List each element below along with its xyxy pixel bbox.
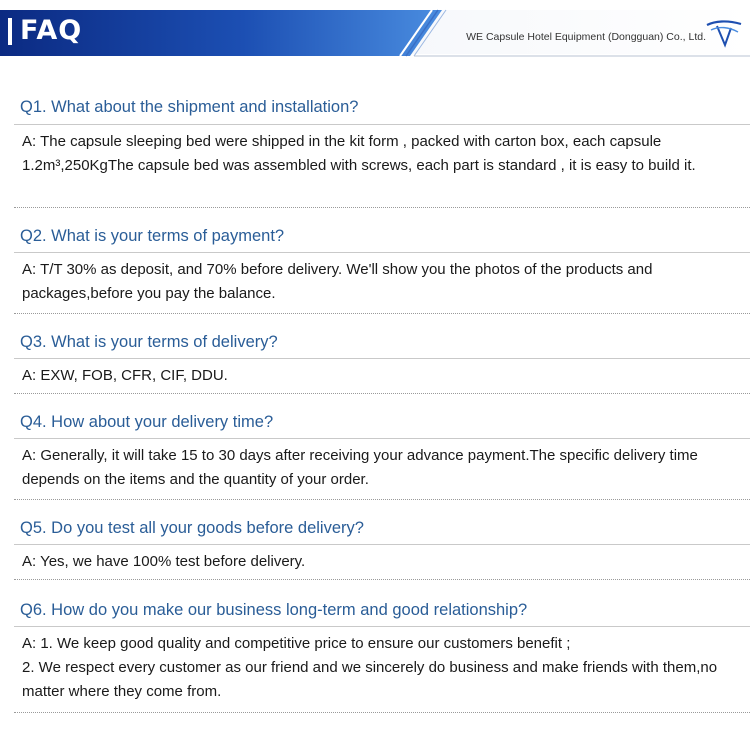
- header-accent-bar: [8, 18, 12, 45]
- faq-answer: [22, 632, 722, 704]
- divider: [14, 207, 750, 208]
- faq-answer-text: A: 1. We keep good quality and competitive price to ensure our customers benefit ;: [22, 635, 571, 652]
- faq-answer: [22, 550, 722, 574]
- divider: [14, 252, 750, 253]
- faq-question: Q2. What is your terms of payment?: [20, 227, 285, 245]
- divider: [14, 313, 750, 314]
- faq-answer-text: A: T/T 30% as deposit, and 70% before delivery. We'll show you the photos of the products and packages,before you pay the balance.: [22, 261, 653, 302]
- divider: [14, 393, 750, 394]
- v-swoosh-logo-icon: [705, 18, 743, 48]
- divider: [14, 712, 750, 713]
- faq-question: Q6. How do you make our business long-term and good relationship?: [20, 601, 528, 619]
- company-name: WE Capsule Hotel Equipment (Dongguan) Co., Ltd.: [466, 31, 706, 43]
- faq-answer: [22, 258, 722, 306]
- faq-answer-text: A: Generally, it will take 15 to 30 days after receiving your advance payment.The specific delivery time depends on the items and the quantity of your order.: [22, 447, 698, 488]
- page-title: FAQ: [20, 15, 83, 46]
- faq-answer-text: 2. We respect every customer as our friend and we sincerely do business and make friends with them,no matter where they come from.: [22, 659, 718, 700]
- divider: [14, 438, 750, 439]
- faq-answer-text: A: EXW, FOB, CFR, CIF, DDU.: [22, 367, 228, 384]
- faq-question: Q5. Do you test all your goods before delivery?: [20, 519, 364, 537]
- faq-question: Q4. How about your delivery time?: [20, 413, 274, 431]
- faq-answer-text: A: Yes, we have 100% test before delivery.: [22, 553, 306, 570]
- divider: [14, 358, 750, 359]
- page-header: [0, 0, 750, 62]
- divider: [14, 544, 750, 545]
- faq-answer: [22, 364, 722, 388]
- faq-answer: [22, 130, 722, 178]
- divider: [14, 499, 750, 500]
- faq-answer: [22, 444, 722, 492]
- faq-answer-text: A: The capsule sleeping bed were shipped in the kit form , packed with carton box, each capsule 1.2m³,250KgThe capsule bed was assembled with screws, each part is standard , it is easy to build it.: [22, 133, 696, 174]
- divider: [14, 124, 750, 125]
- divider: [14, 626, 750, 627]
- faq-question: Q1. What about the shipment and installation?: [20, 98, 359, 116]
- faq-question: Q3. What is your terms of delivery?: [20, 333, 278, 351]
- divider: [14, 579, 750, 580]
